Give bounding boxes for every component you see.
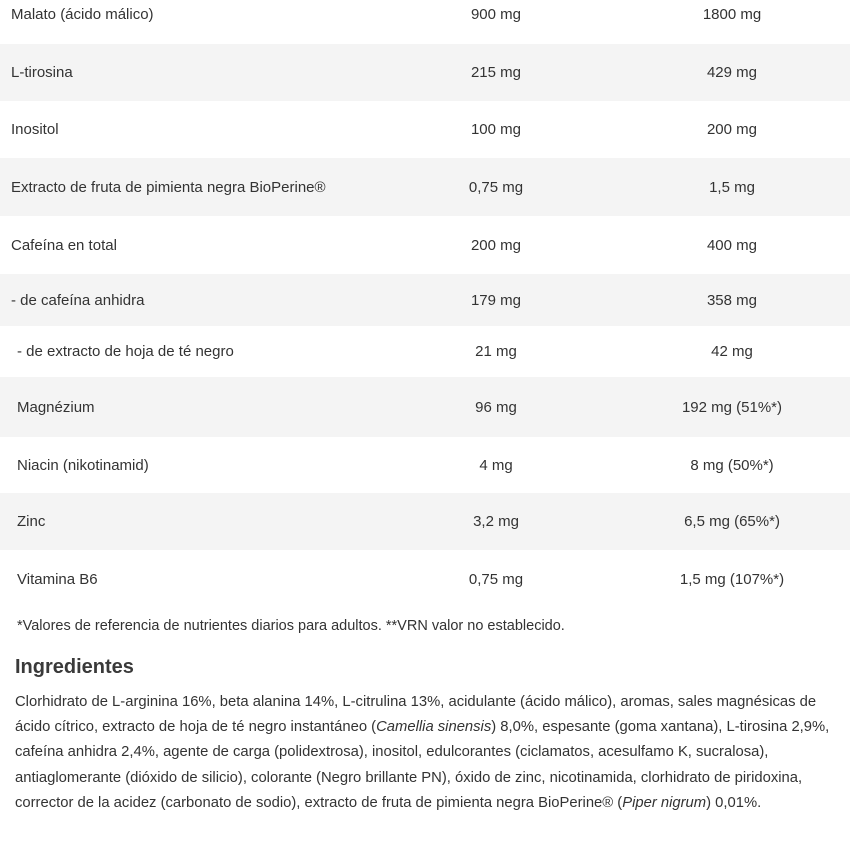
amount-per-double: 1,5 mg (107%*) <box>679 570 785 588</box>
amount-per-serving: 21 mg <box>475 343 517 360</box>
amount-per-serving: 200 mg <box>470 236 522 254</box>
table-row <box>0 377 850 437</box>
table-row <box>0 437 850 493</box>
amount-per-serving: 0,75 mg <box>468 570 524 588</box>
table-row <box>0 216 850 274</box>
latin-name: Piper nigrum <box>622 794 707 811</box>
amount-per-serving: 215 mg <box>470 64 522 81</box>
amount-per-double: 429 mg <box>706 64 758 81</box>
ingredients-heading: Ingredientes <box>15 656 134 678</box>
ingredients-text <box>15 690 840 816</box>
amount-per-double: 42 mg <box>711 343 753 360</box>
amount-per-double: 1800 mg <box>702 5 762 23</box>
nutrient-name: Extracto de fruta de pimienta negra BioPerine® <box>11 178 326 196</box>
amount-per-serving: 4 mg <box>479 456 513 474</box>
nutrient-name: Niacin (nikotinamid) <box>17 456 149 474</box>
ingredients-part: ) 8,0%, espesante (goma xantana), L-tirosina 2,9%, cafeína anhidra 2,4%, agente de carga (polidextrosa), inositol, edulcorantes (ciclamatos, acesulfamo K, sucralosa), antiaglomerante (dióxido de silicio), colorante (Negro brillante PN), óxido de zinc, nicotinamida, clorhidrato de piridoxina, corrector de la acidez (carbonato de sodio), extracto de fruta de pimienta negra BioPerine® ( <box>15 719 830 811</box>
amount-per-double: 8 mg (50%*) <box>690 456 774 474</box>
table-row <box>0 158 850 216</box>
nutrient-name: Vitamina B6 <box>17 570 98 588</box>
amount-per-serving: 900 mg <box>470 5 522 23</box>
latin-name: Camellia sinensis <box>376 719 492 736</box>
table-row <box>0 0 850 44</box>
table-row <box>0 326 850 377</box>
table-row <box>0 550 850 608</box>
nutrient-name: - de cafeína anhidra <box>11 291 145 309</box>
amount-per-double: 358 mg <box>706 291 758 309</box>
nutrient-name: L-tirosina <box>11 64 73 81</box>
amount-per-double: 400 mg <box>706 236 758 254</box>
table-row <box>0 274 850 326</box>
nutrient-name: Zinc <box>17 513 46 530</box>
amount-per-serving: 96 mg <box>475 398 517 416</box>
nutrient-name: Malato (ácido málico) <box>11 5 154 23</box>
amount-per-double: 192 mg (51%*) <box>681 398 783 416</box>
ingredients-part: ) 0,01%. <box>706 794 762 811</box>
amount-per-serving: 0,75 mg <box>468 178 524 196</box>
nutrient-name: Magnézium <box>17 398 95 416</box>
ingredients-part: Clorhidrato de L-arginina 16%, beta alanina 14%, L-citrulina 13%, acidulante (ácido málico), aromas, sales magnésicas de ácido cítrico, extracto de hoja de té negro instantáneo ( <box>15 694 817 736</box>
table-row <box>0 101 850 158</box>
amount-per-double: 1,5 mg <box>709 178 755 196</box>
amount-per-double: 6,5 mg (65%*) <box>684 513 780 530</box>
amount-per-serving: 179 mg <box>470 291 522 309</box>
nutrient-name: Cafeína en total <box>11 236 117 254</box>
nutrient-name: - de extracto de hoja de té negro <box>17 343 234 360</box>
amount-per-serving: 3,2 mg <box>473 513 519 530</box>
table-row <box>0 493 850 550</box>
table-row <box>0 44 850 101</box>
amount-per-double: 200 mg <box>706 121 758 138</box>
nutrient-name: Inositol <box>11 121 59 138</box>
amount-per-serving: 100 mg <box>470 121 522 138</box>
reference-footnote: *Valores de referencia de nutrientes diarios para adultos. **VRN valor no establecido. <box>17 618 565 634</box>
